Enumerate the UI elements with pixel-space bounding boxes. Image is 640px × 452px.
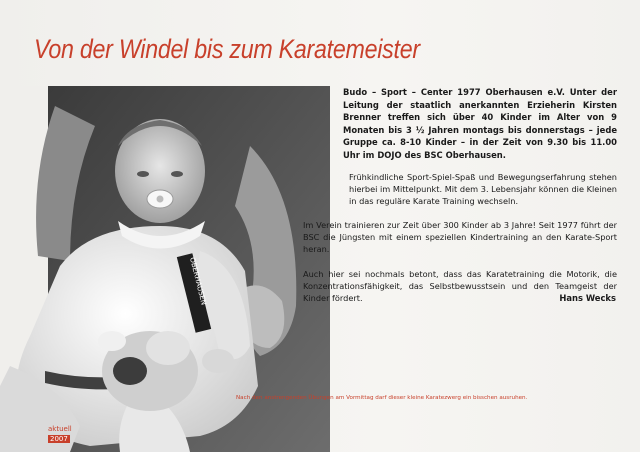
page-footer [48,424,72,444]
article-lead: Budo – Sport – Center 1977 Oberhausen e.V. Unter der Leitung der staatlich anerkannten Erzieherin Kirsten Brenner treffen sich über 40 Kinder im Alter von 9 Monaten bis 3 ½ Jahren montags bis donnerstags – jede Gruppe ca. 8-10 Kinder – in der Zeit von 9.30 bis 11.00 Uhr im DOJO des BSC Oberhausen. [343,87,617,160]
footer-publication: aktuell [48,425,72,433]
gi-label-text: OBERHAUSEN [188,256,208,306]
article-paragraph-2: Im Verein trainieren zur Zeit über 300 Kinder ab 3 Jahre! Seit 1977 führt der BSC die Jüngsten mit einem speziellen Kindertraining an den Karate-Sport heran. [303,220,617,255]
footer-year: 2007 [50,435,68,443]
photo-caption: Nach den anstrengenden Übungen am Vormittag darf dieser kleine Karatezwerg ein bisschen ausruhen. [236,395,528,401]
author-signature: Hans Wecks [559,293,616,303]
article-title: Von der Windel bis zum Karatemeister [34,34,420,64]
article-paragraph-1: Frühkindliche Sport-Spiel-Spaß und Bewegungserfahrung stehen hierbei im Mittelpunkt. Mit dem 3. Lebensjahr können die Kleinen in das reguläre Karate Training wechseln. [349,172,617,207]
article-paragraph-3: Auch hier sei nochmals betont, dass das Karatetraining die Motorik, die Konzentrationsfähigkeit, das Selbstbewusstsein und den Teamgeist der Kinder fördert. [303,269,617,304]
